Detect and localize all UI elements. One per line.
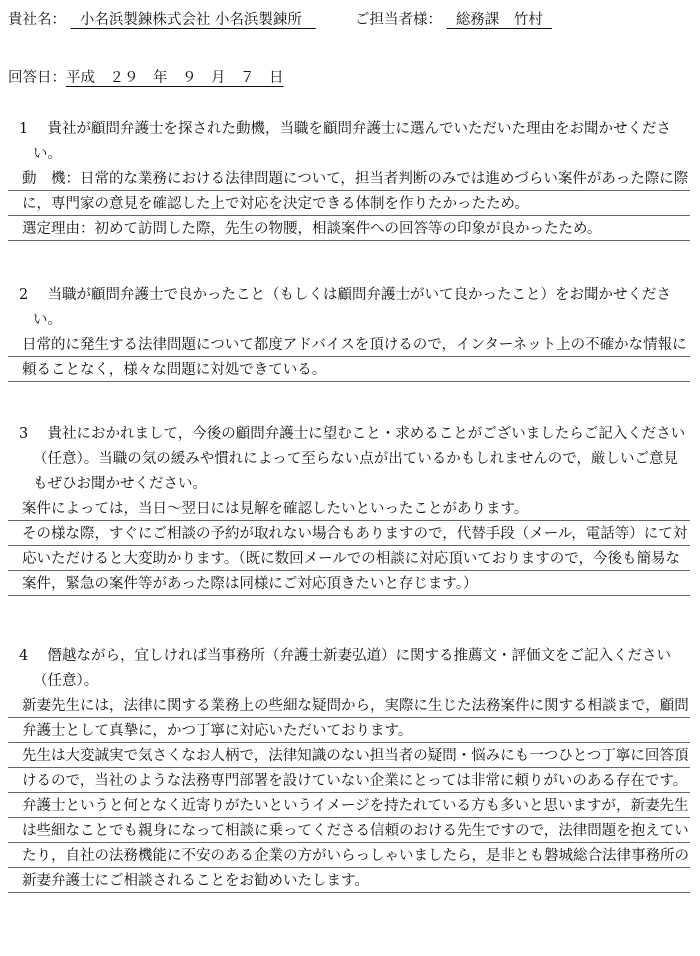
question-4	[8, 644, 690, 894]
answer-block	[8, 333, 690, 383]
contact-name: 総務課 竹村	[455, 12, 543, 28]
header-row	[8, 8, 698, 32]
question-text: 4 僭越ながら，宜しければ当事務所（弁護士新妻弘道）に関する推薦文・評価文をご記入ください（任意）。	[19, 648, 671, 689]
answer-line: 先生は大変誠実で気さくなお人柄で，法律知識のない担当者の疑問・悩みにも一つひとつ丁寧に回答頂けるので，当社のような法務専門部署を設けていない企業にとっては非常に頼りがいのある存在です。	[22, 748, 689, 789]
answer-line: 日常的に発生する法律問題について都度アドバイスを頂けるので，インターネット上の不確かな情報に頼ることなく，様々な問題に対処できている。	[22, 337, 687, 378]
question-text: 2 当職が顧問弁護士で良かったこと（もしくは顧問弁護士がいて良かったこと）をお聞かせください。	[19, 287, 671, 328]
question-1	[8, 117, 690, 242]
answer-block	[8, 694, 690, 894]
date-label: 回答日：	[8, 70, 66, 86]
answer-line: 案件によっては，当日～翌日には見解を確認したいといったことがあります。	[22, 501, 529, 517]
answer-line: 選定理由：初めて訪問した際，先生の物腰，相談案件への回答等の印象が良かったため。	[22, 221, 602, 237]
company-name: 小名浜製錬株式会社 小名浜製錬所	[79, 12, 302, 28]
date-row	[8, 66, 284, 87]
answer-line: 新妻先生には，法律に関する業務上の些細な疑問から，実際に生じた法務案件に関する相談まで，顧問弁護士として真摯に，かつ丁寧に対応いただいております。	[22, 698, 689, 739]
contact-label: ご担当者様：	[354, 12, 442, 28]
question-text: 3 貴社におかれまして，今後の顧問弁護士に望むこと・求めることがございましたらご記入ください（任意）。当職の気の緩みや慣れによって至らない点が出ているかもしれませんので，厳しいご意見もぜひお聞かせください。	[19, 426, 686, 492]
company-label: 貴社名：	[8, 12, 66, 28]
answer-line: 弁護士というと何となく近寄りがたいというイメージを持たれている方も多いと思いますが，新妻先生は些細なことでも親身になって相談に乗ってくださる信頼のおける先生ですので，法律問題を抱えていたり，自社の法務機能に不安のある企業の方がいらっしゃいましたら，是非とも磐城総合法律事務所の新妻弁護士にご相談されることをお勧めいたします。	[22, 798, 689, 889]
question-2	[8, 283, 690, 383]
answer-line: その様な際，すぐにご相談の予約が取れない場合もありますので，代替手段（メール，電話等）にて対応いただけると大変助かります。（既に数回メールでの相談に対応頂いておりますので，今後も簡易な案件，緊急の案件等があった際は同様にご対応頂きたいと存じます。）	[22, 526, 688, 592]
question-text: 1 貴社が顧問弁護士を探された動機，当職を顧問弁護士に選んでいただいた理由をお聞かせください。	[19, 121, 671, 162]
question-3	[8, 422, 690, 597]
answer-line: 動 機：日常的な業務における法律問題について，担当者判断のみでは進めづらい案件があった際に際に，専門家の意見を確認した上で対応を決定できる体制を作りたかったため。	[22, 171, 689, 212]
answer-block	[8, 497, 690, 597]
answer-block	[8, 167, 690, 242]
date-value: 平成 ２９ 年 ９ 月 ７ 日	[66, 70, 284, 86]
